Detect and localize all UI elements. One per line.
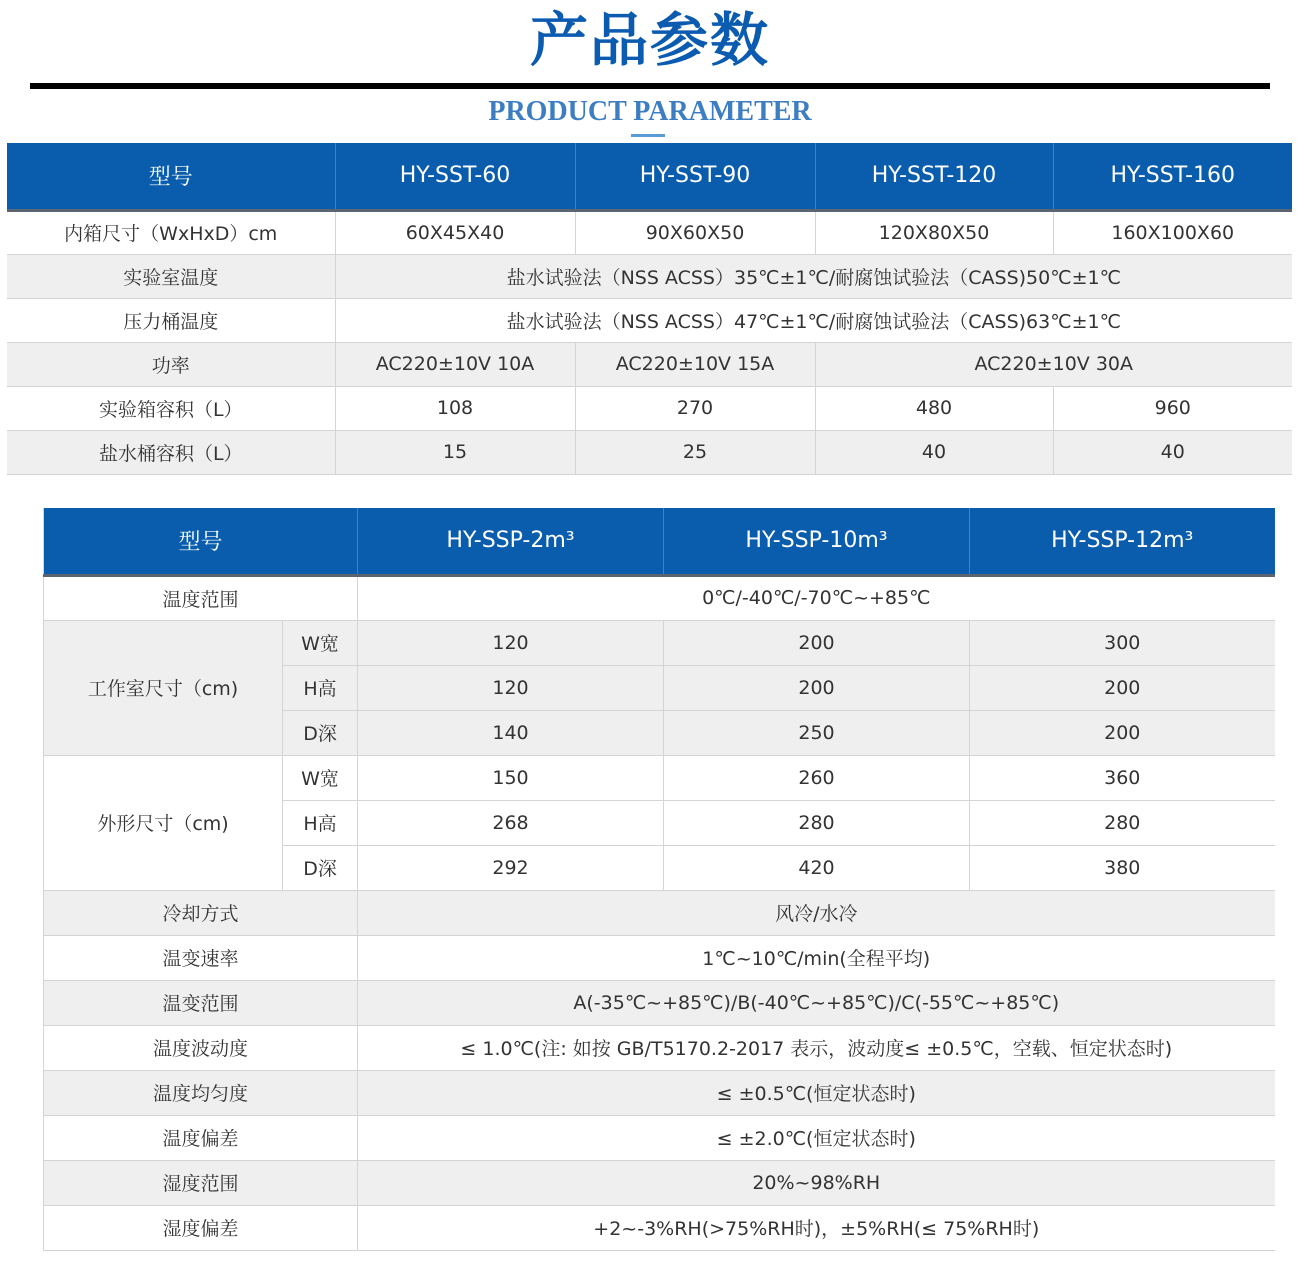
cell-value: 20%~98%RH	[358, 1160, 1275, 1205]
table-row	[7, 254, 1292, 298]
row-label: 温度波动度	[44, 1025, 358, 1070]
cell-value: 140	[358, 710, 664, 755]
row-label: 温度均匀度	[44, 1070, 358, 1115]
cell-value: 280	[970, 800, 1275, 845]
model-header: HY-SSP-12m³	[970, 508, 1275, 575]
cell-value: 200	[970, 665, 1275, 710]
cell-value: 风冷/水冷	[358, 890, 1275, 935]
table-row	[44, 755, 1275, 800]
model-header: HY-SSP-10m³	[664, 508, 970, 575]
cell-value: 300	[970, 620, 1275, 665]
cell-value: 960	[1053, 386, 1292, 430]
subtitle-accent-bar	[631, 134, 665, 137]
row-label: 内箱尺寸（WxHxD）cm	[7, 210, 335, 254]
row-label: 湿度偏差	[44, 1205, 358, 1250]
model-header: HY-SST-60	[335, 143, 575, 210]
cell-value: 60X45X40	[335, 210, 575, 254]
cell-value: 120	[358, 665, 664, 710]
model-header: HY-SST-160	[1053, 143, 1292, 210]
table-row	[44, 890, 1275, 935]
row-label: 温度偏差	[44, 1115, 358, 1160]
table-header-row	[44, 508, 1275, 575]
row-label: 压力桶温度	[7, 298, 335, 342]
cell-value: 25	[575, 430, 815, 474]
cell-value: A(-35℃~+85℃)/B(-40℃~+85℃)/C(-55℃~+85℃)	[358, 980, 1275, 1025]
cell-value: 250	[664, 710, 970, 755]
table-row	[44, 935, 1275, 980]
cell-value: 盐水试验法（NSS ACSS）47℃±1℃/耐腐蚀试验法（CASS)63℃±1℃	[335, 298, 1292, 342]
table-row	[7, 298, 1292, 342]
dimension-label: W宽	[283, 755, 358, 800]
cell-value: 120X80X50	[815, 210, 1053, 254]
cell-value: AC220±10V 15A	[575, 342, 815, 386]
dimension-label: D深	[283, 845, 358, 890]
cell-value: 200	[664, 620, 970, 665]
table-row	[7, 210, 1292, 254]
table-row	[44, 575, 1275, 620]
cell-value: 268	[358, 800, 664, 845]
cell-value: ≤ 1.0℃(注: 如按 GB/T5170.2-2017 表示，波动度≤ ±0.5℃，空载、恒定状态时)	[358, 1025, 1275, 1070]
model-label-header: 型号	[44, 508, 358, 575]
row-label: 湿度范围	[44, 1160, 358, 1205]
row-label: 温变速率	[44, 935, 358, 980]
cell-value: 盐水试验法（NSS ACSS）35℃±1℃/耐腐蚀试验法（CASS)50℃±1℃	[335, 254, 1292, 298]
cell-value: ≤ ±0.5℃(恒定状态时)	[358, 1070, 1275, 1115]
cell-value: 480	[815, 386, 1053, 430]
table-row	[44, 1205, 1275, 1250]
cell-value: 90X60X50	[575, 210, 815, 254]
page-title: 产品参数	[529, 6, 770, 74]
group-label: 外形尺寸（cm)	[44, 755, 283, 890]
cell-value: 280	[664, 800, 970, 845]
table-header-row	[7, 143, 1292, 210]
cell-value: 160X100X60	[1053, 210, 1292, 254]
cell-value: 120	[358, 620, 664, 665]
cell-value: 200	[664, 665, 970, 710]
chamber-spec-table	[43, 508, 1275, 1251]
cell-value: 360	[970, 755, 1275, 800]
cell-value: 150	[358, 755, 664, 800]
model-header: HY-SSP-2m³	[358, 508, 664, 575]
cell-value: AC220±10V 10A	[335, 342, 575, 386]
cell-value: 15	[335, 430, 575, 474]
cell-value: 420	[664, 845, 970, 890]
row-label: 冷却方式	[44, 890, 358, 935]
title-divider	[30, 83, 1270, 89]
model-header: HY-SST-90	[575, 143, 815, 210]
cell-value: 292	[358, 845, 664, 890]
page-subtitle: PRODUCT PARAMETER	[488, 96, 812, 127]
row-label: 温变范围	[44, 980, 358, 1025]
cell-value: ≤ ±2.0℃(恒定状态时)	[358, 1115, 1275, 1160]
row-label: 实验室温度	[7, 254, 335, 298]
cell-value: 0℃/-40℃/-70℃~+85℃	[358, 575, 1275, 620]
model-header: HY-SST-120	[815, 143, 1053, 210]
cell-value: 108	[335, 386, 575, 430]
row-label: 温度范围	[44, 575, 358, 620]
cell-value: 40	[815, 430, 1053, 474]
cell-value: 380	[970, 845, 1275, 890]
model-label-header: 型号	[7, 143, 335, 210]
cell-value: AC220±10V 30A	[815, 342, 1292, 386]
row-label: 功率	[7, 342, 335, 386]
dimension-label: D深	[283, 710, 358, 755]
table-row	[7, 386, 1292, 430]
cell-value: +2~-3%RH(>75%RH时)，±5%RH(≤ 75%RH时)	[358, 1205, 1275, 1250]
group-label: 工作室尺寸（cm)	[44, 620, 283, 755]
table-row	[44, 1025, 1275, 1070]
table-row	[44, 1070, 1275, 1115]
cell-value: 270	[575, 386, 815, 430]
row-label: 盐水桶容积（L）	[7, 430, 335, 474]
salt-spray-spec-table	[7, 143, 1292, 475]
table-row	[44, 1115, 1275, 1160]
dimension-label: H高	[283, 665, 358, 710]
cell-value: 260	[664, 755, 970, 800]
cell-value: 1℃~10℃/min(全程平均)	[358, 935, 1275, 980]
dimension-label: H高	[283, 800, 358, 845]
table-row	[44, 1160, 1275, 1205]
table-row	[7, 342, 1292, 386]
table-row	[44, 980, 1275, 1025]
table-row	[7, 430, 1292, 474]
dimension-label: W宽	[283, 620, 358, 665]
cell-value: 40	[1053, 430, 1292, 474]
row-label: 实验箱容积（L）	[7, 386, 335, 430]
table-row	[44, 620, 1275, 665]
cell-value: 200	[970, 710, 1275, 755]
